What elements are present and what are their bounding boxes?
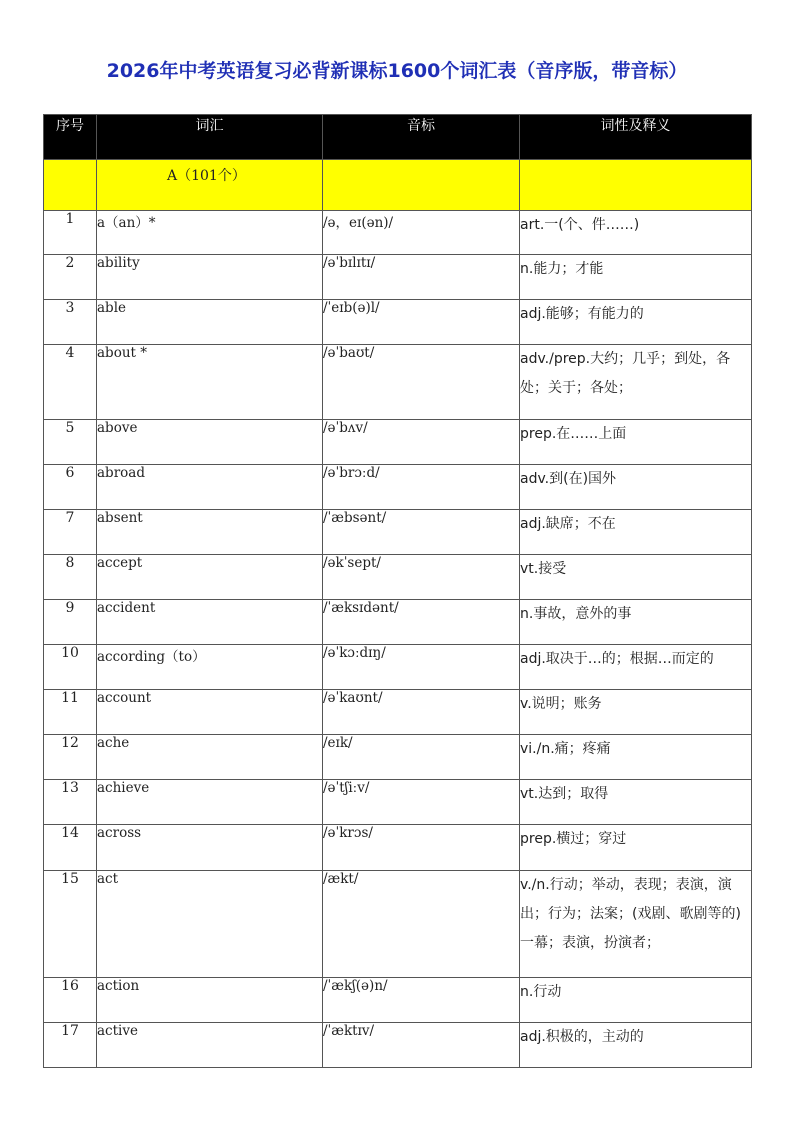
- row-definition: art.一(个、件……): [520, 211, 752, 255]
- header-phonetic: 音标: [323, 115, 520, 160]
- row-word: account: [97, 690, 323, 735]
- row-phonetic: /əˈbaʊt/: [323, 345, 520, 420]
- row-phonetic: /ˈeɪb(ə)l/: [323, 300, 520, 345]
- row-phonetic: /əˈbɪlɪtɪ/: [323, 255, 520, 300]
- row-definition: adj.能够；有能力的: [520, 300, 752, 345]
- row-word: across: [97, 825, 323, 871]
- row-number: 14: [44, 825, 97, 871]
- row-phonetic: /əˈkaʊnt/: [323, 690, 520, 735]
- row-phonetic: /əˈbrɔːd/: [323, 465, 520, 510]
- table-row: [44, 420, 752, 465]
- row-word: achieve: [97, 780, 323, 825]
- row-number: 16: [44, 978, 97, 1023]
- row-definition: n.能力；才能: [520, 255, 752, 300]
- vocabulary-table: [43, 114, 752, 1068]
- section-definition-cell: [520, 160, 752, 211]
- row-word: ability: [97, 255, 323, 300]
- row-phonetic: /əˈbʌv/: [323, 420, 520, 465]
- table-row: [44, 690, 752, 735]
- row-number: 13: [44, 780, 97, 825]
- row-definition: v./n.行动；举动，表现；表演，演出；行为；法案；(戏剧、歌剧等的)一幕；表演，扮演者；: [520, 871, 752, 978]
- row-number: 15: [44, 871, 97, 978]
- row-word: accept: [97, 555, 323, 600]
- row-number: 17: [44, 1023, 97, 1068]
- section-label: A（101个）: [97, 160, 323, 211]
- row-phonetic: /ə，eɪ(ən)/: [323, 211, 520, 255]
- table-row: [44, 871, 752, 978]
- row-word: ache: [97, 735, 323, 780]
- row-definition: adv./prep.大约；几乎；到处，各处；关于；各处；: [520, 345, 752, 420]
- row-number: 10: [44, 645, 97, 690]
- row-definition: n.行动: [520, 978, 752, 1023]
- row-word: abroad: [97, 465, 323, 510]
- table-row: [44, 345, 752, 420]
- table-row: [44, 825, 752, 871]
- row-number: 4: [44, 345, 97, 420]
- row-number: 9: [44, 600, 97, 645]
- row-word: above: [97, 420, 323, 465]
- table-row: [44, 300, 752, 345]
- table-row: [44, 735, 752, 780]
- header-definition: 词性及释义: [520, 115, 752, 160]
- row-definition: vt.达到；取得: [520, 780, 752, 825]
- row-phonetic: /ˈækʃ(ə)n/: [323, 978, 520, 1023]
- table-row: [44, 555, 752, 600]
- section-number-cell: [44, 160, 97, 211]
- table-header-row: [44, 115, 752, 160]
- row-number: 3: [44, 300, 97, 345]
- row-definition: vi./n.痛；疼痛: [520, 735, 752, 780]
- row-definition: n.事故，意外的事: [520, 600, 752, 645]
- row-word: action: [97, 978, 323, 1023]
- row-definition: prep.横过；穿过: [520, 825, 752, 871]
- header-number: 序号: [44, 115, 97, 160]
- row-word: absent: [97, 510, 323, 555]
- table-row: [44, 645, 752, 690]
- row-number: 1: [44, 211, 97, 255]
- section-phonetic-cell: [323, 160, 520, 211]
- row-phonetic: /ˈæksɪdənt/: [323, 600, 520, 645]
- row-definition: adv.到(在)国外: [520, 465, 752, 510]
- row-number: 5: [44, 420, 97, 465]
- row-phonetic: /əkˈsept/: [323, 555, 520, 600]
- row-phonetic: /ækt/: [323, 871, 520, 978]
- row-number: 12: [44, 735, 97, 780]
- row-number: 6: [44, 465, 97, 510]
- row-phonetic: /əˈtʃiːv/: [323, 780, 520, 825]
- row-word: a（an）*: [97, 211, 323, 255]
- row-definition: adj.积极的，主动的: [520, 1023, 752, 1068]
- row-word: accident: [97, 600, 323, 645]
- row-definition: v.说明；账务: [520, 690, 752, 735]
- row-word: about *: [97, 345, 323, 420]
- table-row: [44, 780, 752, 825]
- table-row: [44, 211, 752, 255]
- row-definition: adj.缺席；不在: [520, 510, 752, 555]
- row-word: active: [97, 1023, 323, 1068]
- row-definition: vt.接受: [520, 555, 752, 600]
- row-number: 8: [44, 555, 97, 600]
- table-row: [44, 465, 752, 510]
- table-row: [44, 600, 752, 645]
- row-phonetic: /eɪk/: [323, 735, 520, 780]
- row-definition: adj.取决于…的；根据…而定的: [520, 645, 752, 690]
- table-row: [44, 1023, 752, 1068]
- row-phonetic: /ˈæktɪv/: [323, 1023, 520, 1068]
- row-phonetic: /əˈkrɔs/: [323, 825, 520, 871]
- section-row: [44, 160, 752, 211]
- row-word: able: [97, 300, 323, 345]
- row-phonetic: /əˈkɔːdɪŋ/: [323, 645, 520, 690]
- row-phonetic: /ˈæbsənt/: [323, 510, 520, 555]
- row-number: 7: [44, 510, 97, 555]
- table-row: [44, 255, 752, 300]
- row-word: act: [97, 871, 323, 978]
- row-definition: prep.在……上面: [520, 420, 752, 465]
- row-number: 11: [44, 690, 97, 735]
- row-word: according（to）: [97, 645, 323, 690]
- row-number: 2: [44, 255, 97, 300]
- table-row: [44, 978, 752, 1023]
- header-word: 词汇: [97, 115, 323, 160]
- page-title: 2026年中考英语复习必背新课标1600个词汇表（音序版，带音标）: [106, 60, 688, 82]
- table-row: [44, 510, 752, 555]
